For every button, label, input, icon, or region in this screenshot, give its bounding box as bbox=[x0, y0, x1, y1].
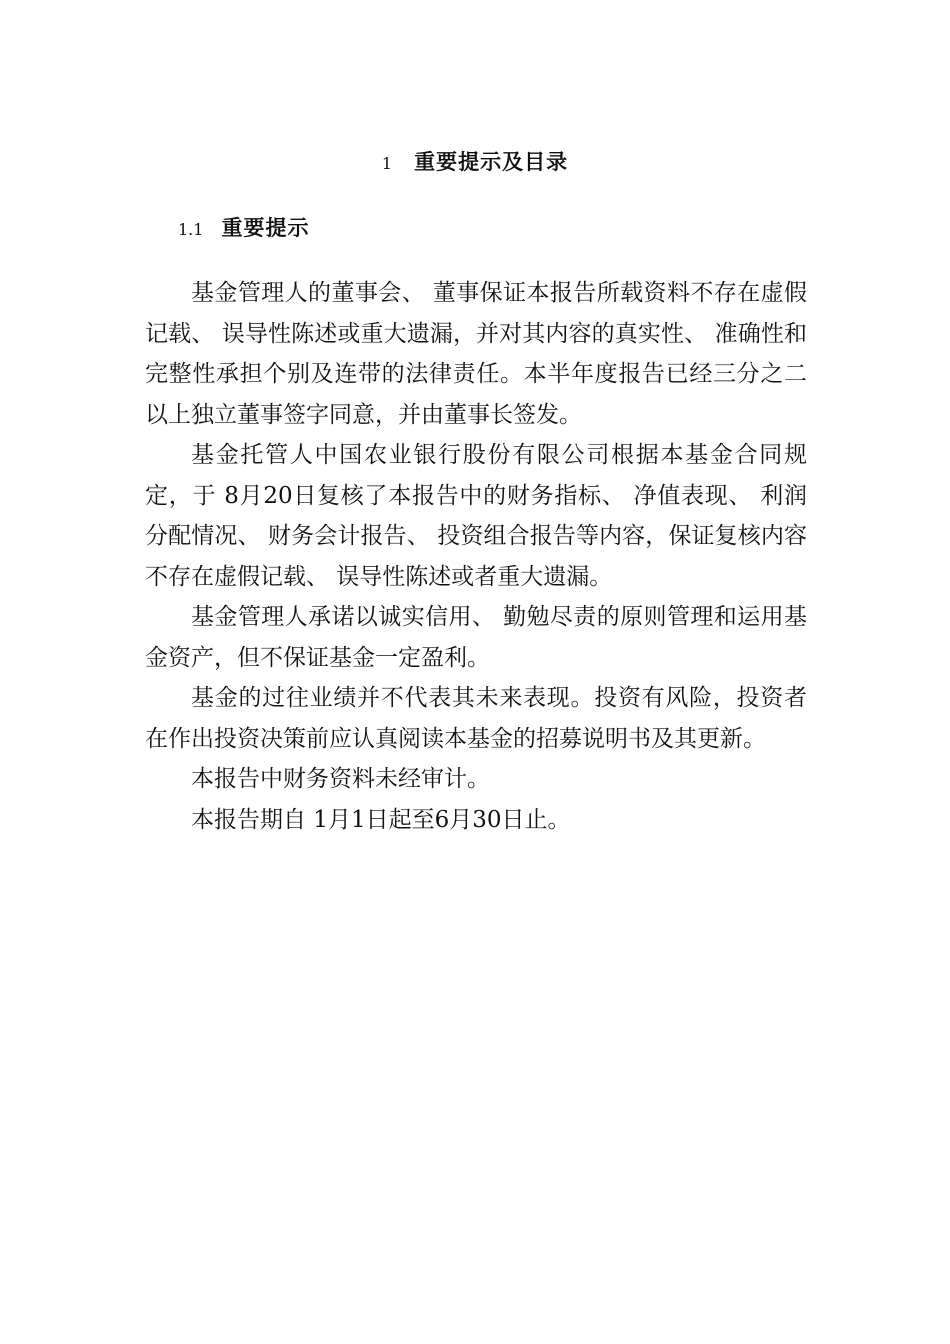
paragraph-reporting-period: 本报告期自 1月1日起至6月30日止。 bbox=[191, 806, 571, 833]
paragraph-manager-commitment: 基金管理人承诺以诚实信用、 勤勉尽责的原则管理和运用基金资产，但不保证基金一定盈利。 bbox=[145, 604, 807, 671]
section-number: 1.1 bbox=[178, 220, 204, 239]
chapter-number: 1 bbox=[381, 154, 393, 173]
paragraph-directors-guarantee: 基金管理人的董事会、 董事保证本报告所载资料不存在虚假记载、 误导性陈述或重大遗漏，并对其内容的真实性、 准确性和完整性承担个别及连带的法律责任。本半年度报告已经三分之二以上独立董事签字同意，并由董事长签发。 bbox=[145, 280, 807, 428]
body-text bbox=[145, 273, 807, 840]
section-title: 重要提示 bbox=[221, 215, 310, 240]
paragraph-custodian-review: 基金托管人中国农业银行股份有限公司根据本基金合同规定，于 8月20日复核了本报告中的财务指标、 净值表现、 利润分配情况、 财务会计报告、 投资组合报告等内容，保证复核内容不存在虚假记载、 误导性陈述或者重大遗漏。 bbox=[145, 442, 807, 590]
section-heading bbox=[178, 212, 309, 242]
chapter-title: 重要提示及目录 bbox=[414, 149, 569, 174]
chapter-heading bbox=[0, 146, 950, 176]
paragraph-unaudited-notice: 本报告中财务资料未经审计。 bbox=[191, 766, 490, 792]
paragraph-risk-warning: 基金的过往业绩并不代表其未来表现。投资有风险，投资者在作出投资决策前应认真阅读本基金的招募说明书及其更新。 bbox=[145, 685, 807, 752]
